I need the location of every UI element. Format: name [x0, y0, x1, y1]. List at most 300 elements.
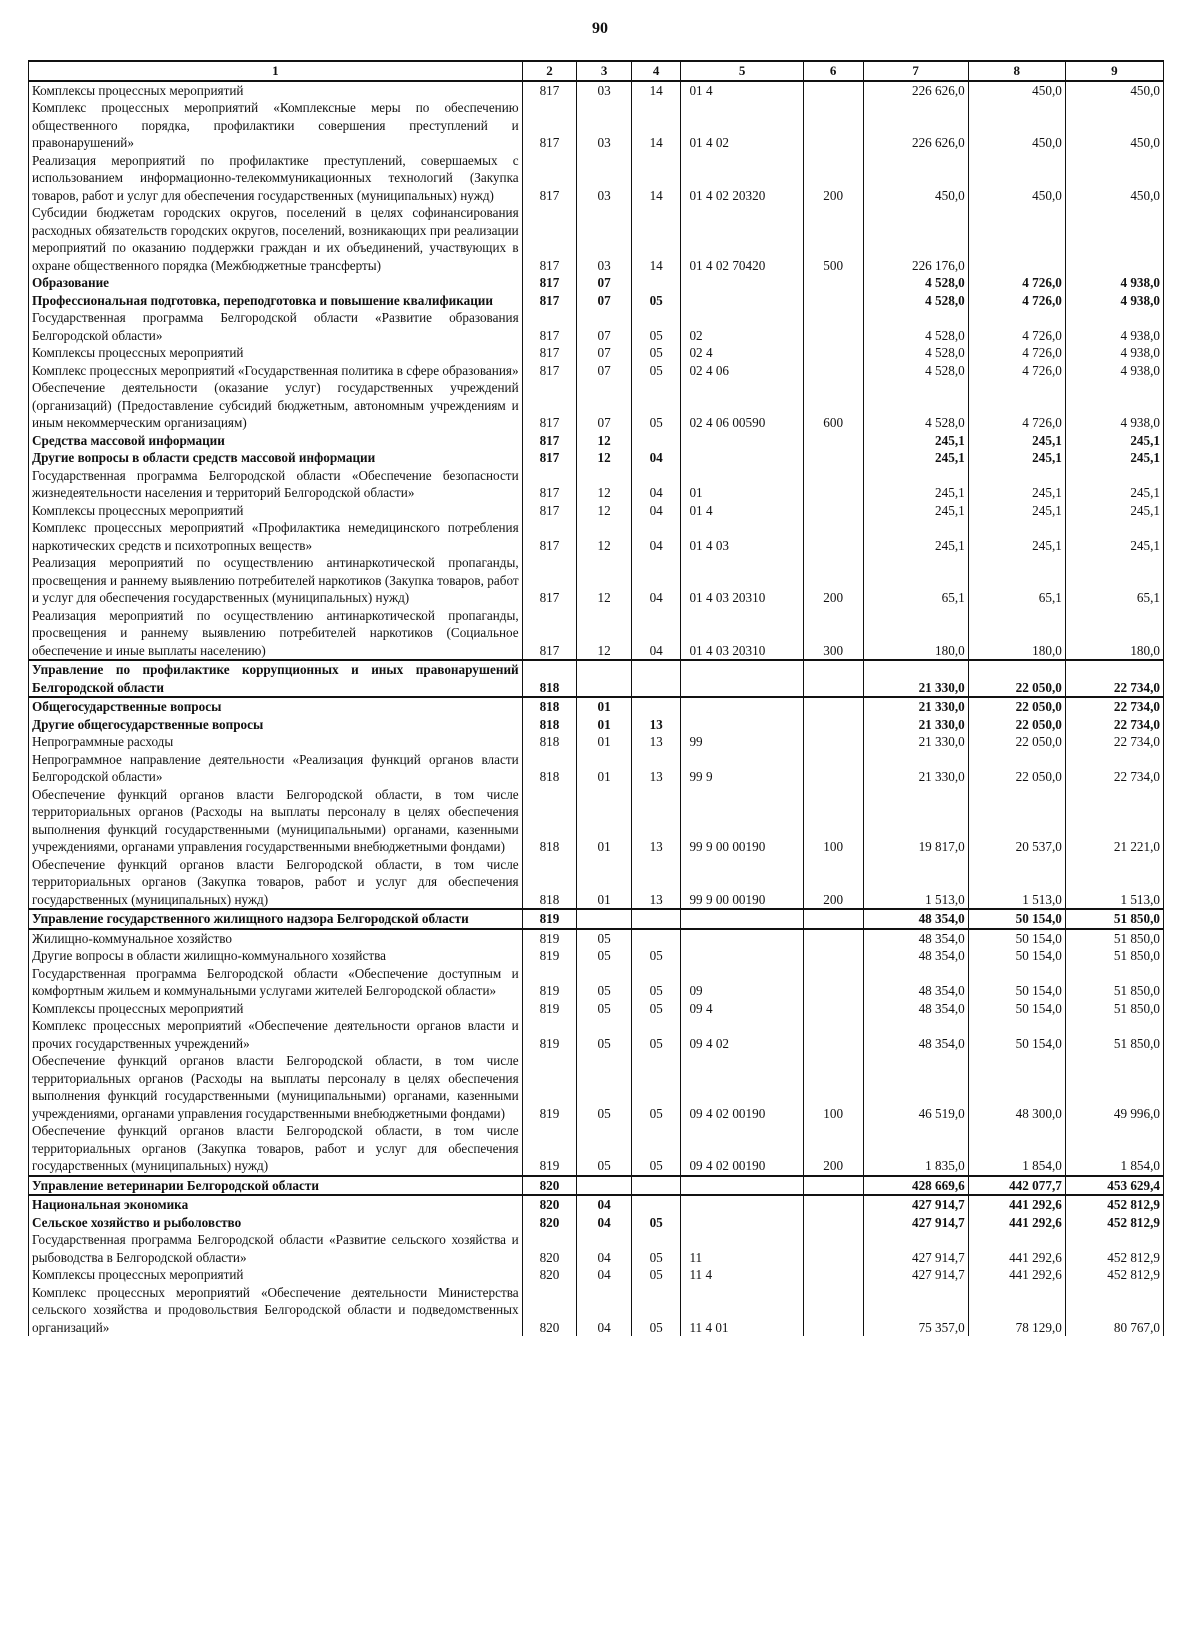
admin-code: 817 — [522, 449, 577, 467]
amount-col7: 4 528,0 — [863, 344, 968, 362]
subsection-code: 05 — [631, 309, 681, 344]
column-header: 5 — [681, 61, 803, 81]
amount-col7: 245,1 — [863, 519, 968, 554]
table-row — [29, 607, 1164, 661]
item-name: Государственная программа Белгородской области «Развитие образования Белгородской области» — [29, 309, 523, 344]
expense-type-code — [803, 751, 863, 786]
section-code: 12 — [577, 432, 632, 450]
target-article-code: 11 — [681, 1231, 803, 1266]
amount-col8: 245,1 — [968, 467, 1065, 502]
expense-type-code — [803, 1000, 863, 1018]
admin-code: 818 — [522, 716, 577, 734]
item-name: Другие общегосударственные вопросы — [29, 716, 523, 734]
item-name: Национальная экономика — [29, 1195, 523, 1214]
item-name: Обеспечение деятельности (оказание услуг) государственных учреждений (организаций) (Предоставление субсидий бюджетным, автономным учреждениям и иным некоммерческим организациям) — [29, 379, 523, 432]
item-name: Государственная программа Белгородской области «Обеспечение доступным и комфортным жильем и коммунальными услугами жителей Белгородской области» — [29, 965, 523, 1000]
target-article-code — [681, 697, 803, 716]
expense-type-code: 200 — [803, 554, 863, 607]
admin-code: 817 — [522, 81, 577, 100]
admin-code: 819 — [522, 909, 577, 929]
expense-type-code — [803, 929, 863, 948]
item-name: Другие вопросы в области жилищно-коммунального хозяйства — [29, 947, 523, 965]
column-header: 6 — [803, 61, 863, 81]
amount-col9: 51 850,0 — [1065, 1017, 1163, 1052]
amount-col9: 22 734,0 — [1065, 751, 1163, 786]
section-code: 05 — [577, 1052, 632, 1122]
amount-col7: 4 528,0 — [863, 309, 968, 344]
admin-code: 819 — [522, 1000, 577, 1018]
table-row — [29, 362, 1164, 380]
section-code: 07 — [577, 344, 632, 362]
amount-col8: 20 537,0 — [968, 786, 1065, 856]
target-article-code: 99 9 — [681, 751, 803, 786]
section-code: 03 — [577, 152, 632, 205]
amount-col8: 441 292,6 — [968, 1266, 1065, 1284]
section-code: 07 — [577, 309, 632, 344]
admin-code: 817 — [522, 309, 577, 344]
subsection-code: 13 — [631, 716, 681, 734]
subsection-code: 04 — [631, 449, 681, 467]
item-name: Профессиональная подготовка, переподготовка и повышение квалификации — [29, 292, 523, 310]
target-article-code: 01 4 — [681, 81, 803, 100]
section-code: 07 — [577, 292, 632, 310]
section-code: 07 — [577, 362, 632, 380]
expense-type-code — [803, 965, 863, 1000]
subsection-code: 04 — [631, 502, 681, 520]
item-name: Непрограммное направление деятельности «Реализация функций органов власти Белгородской области» — [29, 751, 523, 786]
admin-code: 820 — [522, 1176, 577, 1196]
amount-col9: 452 812,9 — [1065, 1214, 1163, 1232]
amount-col7: 245,1 — [863, 502, 968, 520]
amount-col7: 75 357,0 — [863, 1284, 968, 1337]
subsection-code — [631, 274, 681, 292]
target-article-code: 09 — [681, 965, 803, 1000]
admin-code: 819 — [522, 947, 577, 965]
item-name: Государственная программа Белгородской области «Развитие сельского хозяйства и рыбоводства в Белгородской области» — [29, 1231, 523, 1266]
amount-col8: 22 050,0 — [968, 716, 1065, 734]
amount-col7: 48 354,0 — [863, 947, 968, 965]
amount-col8: 65,1 — [968, 554, 1065, 607]
expense-type-code — [803, 716, 863, 734]
admin-code: 819 — [522, 929, 577, 948]
expense-type-code — [803, 1231, 863, 1266]
expense-type-code — [803, 432, 863, 450]
section-code: 05 — [577, 965, 632, 1000]
table-row — [29, 379, 1164, 432]
amount-col8: 450,0 — [968, 81, 1065, 100]
section-code: 12 — [577, 467, 632, 502]
item-name: Управление государственного жилищного надзора Белгородской области — [29, 909, 523, 929]
amount-col9: 4 938,0 — [1065, 292, 1163, 310]
item-name: Обеспечение функций органов власти Белгородской области, в том числе территориальных органов (Расходы на выплаты персоналу в целях обеспечения выполнения функций государственными (муниципальными) органами, казенными учреждениями, органами управления государственными внебюджетными фондами) — [29, 1052, 523, 1122]
amount-col8: 50 154,0 — [968, 1000, 1065, 1018]
table-row — [29, 1231, 1164, 1266]
amount-col9: 452 812,9 — [1065, 1195, 1163, 1214]
table-row — [29, 204, 1164, 274]
item-name: Комплексы процессных мероприятий — [29, 1266, 523, 1284]
amount-col9: 22 734,0 — [1065, 660, 1163, 697]
expense-type-code — [803, 660, 863, 697]
table-row — [29, 432, 1164, 450]
item-name: Сельское хозяйство и рыболовство — [29, 1214, 523, 1232]
amount-col8: 22 050,0 — [968, 751, 1065, 786]
table-row — [29, 1214, 1164, 1232]
section-code: 01 — [577, 786, 632, 856]
amount-col8: 50 154,0 — [968, 909, 1065, 929]
amount-col7: 21 330,0 — [863, 733, 968, 751]
table-row — [29, 1266, 1164, 1284]
amount-col7: 1 835,0 — [863, 1122, 968, 1176]
subsection-code: 13 — [631, 751, 681, 786]
item-name: Обеспечение функций органов власти Белгородской области, в том числе территориальных органов (Закупка товаров, работ и услуг для обеспечения государственных (муниципальных) нужд) — [29, 1122, 523, 1176]
amount-col9: 245,1 — [1065, 467, 1163, 502]
amount-col9: 453 629,4 — [1065, 1176, 1163, 1196]
amount-col7: 19 817,0 — [863, 786, 968, 856]
column-header: 7 — [863, 61, 968, 81]
amount-col8: 22 050,0 — [968, 660, 1065, 697]
target-article-code — [681, 660, 803, 697]
table-row — [29, 274, 1164, 292]
target-article-code: 01 4 02 70420 — [681, 204, 803, 274]
item-name: Комплекс процессных мероприятий «Обеспечение деятельности Министерства сельского хозяйства и продовольствия Белгородской области и подведомственных организаций» — [29, 1284, 523, 1337]
admin-code: 818 — [522, 786, 577, 856]
subsection-code: 05 — [631, 965, 681, 1000]
section-code: 12 — [577, 502, 632, 520]
amount-col8: 1 513,0 — [968, 856, 1065, 910]
target-article-code: 02 4 06 — [681, 362, 803, 380]
target-article-code — [681, 432, 803, 450]
table-row — [29, 502, 1164, 520]
amount-col7: 427 914,7 — [863, 1214, 968, 1232]
amount-col7: 4 528,0 — [863, 379, 968, 432]
budget-table — [28, 60, 1164, 1336]
amount-col7: 427 914,7 — [863, 1195, 968, 1214]
subsection-code: 04 — [631, 467, 681, 502]
amount-col9 — [1065, 204, 1163, 274]
amount-col7: 48 354,0 — [863, 965, 968, 1000]
target-article-code — [681, 929, 803, 948]
admin-code: 818 — [522, 733, 577, 751]
subsection-code: 05 — [631, 1284, 681, 1337]
amount-col8: 50 154,0 — [968, 929, 1065, 948]
amount-col8: 4 726,0 — [968, 362, 1065, 380]
target-article-code — [681, 909, 803, 929]
table-row — [29, 1284, 1164, 1337]
amount-col7: 226 626,0 — [863, 81, 968, 100]
section-code: 12 — [577, 449, 632, 467]
item-name: Комплексы процессных мероприятий — [29, 1000, 523, 1018]
subsection-code — [631, 660, 681, 697]
column-header: 8 — [968, 61, 1065, 81]
item-name: Обеспечение функций органов власти Белгородской области, в том числе территориальных органов (Расходы на выплаты персоналу в целях обеспечения выполнения функций государственными (муниципальными) органами, казенными учреждениями, органами управления государственными внебюджетными фондами) — [29, 786, 523, 856]
table-row — [29, 554, 1164, 607]
item-name: Непрограммные расходы — [29, 733, 523, 751]
amount-col7: 1 513,0 — [863, 856, 968, 910]
table-row — [29, 929, 1164, 948]
amount-col7: 4 528,0 — [863, 274, 968, 292]
amount-col9: 452 812,9 — [1065, 1231, 1163, 1266]
subsection-code: 04 — [631, 519, 681, 554]
amount-col9: 49 996,0 — [1065, 1052, 1163, 1122]
amount-col9: 180,0 — [1065, 607, 1163, 661]
amount-col9: 65,1 — [1065, 554, 1163, 607]
amount-col8: 4 726,0 — [968, 344, 1065, 362]
admin-code: 818 — [522, 751, 577, 786]
item-name: Комплексы процессных мероприятий — [29, 502, 523, 520]
amount-col8 — [968, 204, 1065, 274]
section-code: 07 — [577, 274, 632, 292]
item-name: Реализация мероприятий по профилактике преступлений, совершаемых с использованием информационно-телекоммуникационных технологий (Закупка товаров, работ и услуг для обеспечения государственных (муниципальных) нужд) — [29, 152, 523, 205]
section-code: 01 — [577, 716, 632, 734]
amount-col7: 180,0 — [863, 607, 968, 661]
amount-col7: 46 519,0 — [863, 1052, 968, 1122]
item-name: Комплексы процессных мероприятий — [29, 81, 523, 100]
table-row — [29, 292, 1164, 310]
section-code: 03 — [577, 81, 632, 100]
admin-code: 817 — [522, 432, 577, 450]
expense-type-code: 100 — [803, 786, 863, 856]
section-code: 05 — [577, 1017, 632, 1052]
table-row — [29, 1052, 1164, 1122]
table-row — [29, 467, 1164, 502]
target-article-code: 99 9 00 00190 — [681, 856, 803, 910]
item-name: Комплекс процессных мероприятий «Государственная политика в сфере образования» — [29, 362, 523, 380]
amount-col7: 427 914,7 — [863, 1266, 968, 1284]
target-article-code — [681, 716, 803, 734]
expense-type-code — [803, 947, 863, 965]
expense-type-code — [803, 502, 863, 520]
amount-col8: 180,0 — [968, 607, 1065, 661]
target-article-code: 11 4 01 — [681, 1284, 803, 1337]
subsection-code: 04 — [631, 607, 681, 661]
target-article-code: 09 4 — [681, 1000, 803, 1018]
table-row — [29, 81, 1164, 100]
target-article-code: 01 — [681, 467, 803, 502]
expense-type-code — [803, 1284, 863, 1337]
expense-type-code — [803, 99, 863, 152]
subsection-code — [631, 697, 681, 716]
subsection-code: 05 — [631, 1214, 681, 1232]
item-name: Управление ветеринарии Белгородской области — [29, 1176, 523, 1196]
admin-code: 817 — [522, 554, 577, 607]
admin-code: 819 — [522, 965, 577, 1000]
amount-col9: 4 938,0 — [1065, 362, 1163, 380]
column-header: 1 — [29, 61, 523, 81]
section-code: 07 — [577, 379, 632, 432]
subsection-code: 13 — [631, 733, 681, 751]
amount-col8: 442 077,7 — [968, 1176, 1065, 1196]
expense-type-code — [803, 1214, 863, 1232]
item-name: Обеспечение функций органов власти Белгородской области, в том числе территориальных органов (Закупка товаров, работ и услуг для обеспечения государственных (муниципальных) нужд) — [29, 856, 523, 910]
amount-col7: 48 354,0 — [863, 909, 968, 929]
section-code: 01 — [577, 751, 632, 786]
subsection-code — [631, 1195, 681, 1214]
expense-type-code — [803, 362, 863, 380]
section-code — [577, 660, 632, 697]
amount-col8: 48 300,0 — [968, 1052, 1065, 1122]
amount-col9: 450,0 — [1065, 81, 1163, 100]
budget-table-wrapper — [28, 60, 1164, 1336]
subsection-code: 14 — [631, 204, 681, 274]
section-code: 04 — [577, 1214, 632, 1232]
subsection-code: 05 — [631, 1052, 681, 1122]
amount-col7: 245,1 — [863, 467, 968, 502]
table-row — [29, 309, 1164, 344]
subsection-code: 05 — [631, 1017, 681, 1052]
section-code: 01 — [577, 697, 632, 716]
section-code: 04 — [577, 1231, 632, 1266]
item-name: Средства массовой информации — [29, 432, 523, 450]
amount-col9: 245,1 — [1065, 449, 1163, 467]
table-row — [29, 1017, 1164, 1052]
subsection-code: 13 — [631, 786, 681, 856]
admin-code: 817 — [522, 152, 577, 205]
column-header: 9 — [1065, 61, 1163, 81]
section-code: 12 — [577, 554, 632, 607]
amount-col8: 450,0 — [968, 99, 1065, 152]
amount-col7: 21 330,0 — [863, 751, 968, 786]
admin-code: 818 — [522, 856, 577, 910]
amount-col7: 4 528,0 — [863, 292, 968, 310]
subsection-code: 14 — [631, 152, 681, 205]
amount-col9: 51 850,0 — [1065, 1000, 1163, 1018]
table-row — [29, 909, 1164, 929]
table-row — [29, 660, 1164, 697]
amount-col9: 22 734,0 — [1065, 697, 1163, 716]
amount-col8: 450,0 — [968, 152, 1065, 205]
amount-col8: 441 292,6 — [968, 1195, 1065, 1214]
column-header: 2 — [522, 61, 577, 81]
table-row — [29, 449, 1164, 467]
amount-col8: 50 154,0 — [968, 947, 1065, 965]
subsection-code — [631, 929, 681, 948]
amount-col7: 21 330,0 — [863, 697, 968, 716]
table-row — [29, 1122, 1164, 1176]
expense-type-code: 200 — [803, 856, 863, 910]
target-article-code — [681, 1214, 803, 1232]
item-name: Управление по профилактике коррупционных и иных правонарушений Белгородской области — [29, 660, 523, 697]
target-article-code: 99 — [681, 733, 803, 751]
table-row — [29, 1195, 1164, 1214]
amount-col7: 427 914,7 — [863, 1231, 968, 1266]
table-row — [29, 152, 1164, 205]
subsection-code: 14 — [631, 81, 681, 100]
section-code: 01 — [577, 733, 632, 751]
target-article-code — [681, 292, 803, 310]
amount-col9: 245,1 — [1065, 519, 1163, 554]
amount-col8: 4 726,0 — [968, 379, 1065, 432]
expense-type-code — [803, 292, 863, 310]
section-code: 05 — [577, 947, 632, 965]
expense-type-code: 100 — [803, 1052, 863, 1122]
admin-code: 819 — [522, 1122, 577, 1176]
target-article-code — [681, 449, 803, 467]
target-article-code: 01 4 — [681, 502, 803, 520]
section-code: 01 — [577, 856, 632, 910]
subsection-code — [631, 1176, 681, 1196]
subsection-code: 14 — [631, 99, 681, 152]
amount-col8: 22 050,0 — [968, 697, 1065, 716]
target-article-code: 01 4 02 20320 — [681, 152, 803, 205]
amount-col9: 245,1 — [1065, 432, 1163, 450]
expense-type-code — [803, 733, 863, 751]
admin-code: 818 — [522, 660, 577, 697]
item-name: Государственная программа Белгородской области «Обеспечение безопасности жизнедеятельности населения и территорий Белгородской области» — [29, 467, 523, 502]
expense-type-code: 500 — [803, 204, 863, 274]
amount-col8: 22 050,0 — [968, 733, 1065, 751]
section-code: 04 — [577, 1284, 632, 1337]
amount-col9: 51 850,0 — [1065, 947, 1163, 965]
amount-col8: 1 854,0 — [968, 1122, 1065, 1176]
item-name: Образование — [29, 274, 523, 292]
table-body — [29, 81, 1164, 1337]
amount-col9: 4 938,0 — [1065, 379, 1163, 432]
amount-col8: 78 129,0 — [968, 1284, 1065, 1337]
section-code: 05 — [577, 929, 632, 948]
target-article-code: 01 4 03 — [681, 519, 803, 554]
target-article-code: 99 9 00 00190 — [681, 786, 803, 856]
admin-code: 817 — [522, 344, 577, 362]
item-name: Реализация мероприятий по осуществлению антинаркотической пропаганды, просвещения и раннему выявлению потребителей наркотиков (Социальное обеспечение и иные выплаты населению) — [29, 607, 523, 661]
admin-code: 820 — [522, 1195, 577, 1214]
expense-type-code — [803, 309, 863, 344]
amount-col7: 48 354,0 — [863, 929, 968, 948]
admin-code: 817 — [522, 467, 577, 502]
amount-col8: 441 292,6 — [968, 1231, 1065, 1266]
table-row — [29, 751, 1164, 786]
expense-type-code — [803, 449, 863, 467]
amount-col8: 245,1 — [968, 519, 1065, 554]
admin-code: 820 — [522, 1266, 577, 1284]
subsection-code: 13 — [631, 856, 681, 910]
section-code: 12 — [577, 519, 632, 554]
subsection-code: 05 — [631, 1231, 681, 1266]
admin-code: 819 — [522, 1017, 577, 1052]
amount-col8: 245,1 — [968, 449, 1065, 467]
amount-col7: 4 528,0 — [863, 362, 968, 380]
target-article-code: 09 4 02 — [681, 1017, 803, 1052]
subsection-code — [631, 432, 681, 450]
item-name: Субсидии бюджетам городских округов, поселений в целях софинансирования расходных обязательств городских округов, поселений, возникающих при реализации мероприятий по оказанию поддержки граждан и их объединений, участвующих в охране общественного порядка (Межбюджетные трансферты) — [29, 204, 523, 274]
amount-col7: 226 626,0 — [863, 99, 968, 152]
section-code — [577, 1176, 632, 1196]
admin-code: 817 — [522, 519, 577, 554]
target-article-code: 01 4 03 20310 — [681, 554, 803, 607]
target-article-code: 09 4 02 00190 — [681, 1122, 803, 1176]
amount-col9: 1 854,0 — [1065, 1122, 1163, 1176]
item-name: Общегосударственные вопросы — [29, 697, 523, 716]
amount-col7: 245,1 — [863, 449, 968, 467]
table-row — [29, 1176, 1164, 1196]
amount-col8: 4 726,0 — [968, 292, 1065, 310]
admin-code: 820 — [522, 1214, 577, 1232]
expense-type-code — [803, 519, 863, 554]
subsection-code — [631, 909, 681, 929]
table-row — [29, 697, 1164, 716]
table-row — [29, 856, 1164, 910]
amount-col9: 4 938,0 — [1065, 274, 1163, 292]
amount-col9: 4 938,0 — [1065, 344, 1163, 362]
amount-col9: 51 850,0 — [1065, 909, 1163, 929]
section-code: 04 — [577, 1195, 632, 1214]
admin-code: 817 — [522, 607, 577, 661]
admin-code: 820 — [522, 1284, 577, 1337]
section-code: 05 — [577, 1122, 632, 1176]
target-article-code — [681, 1195, 803, 1214]
subsection-code: 05 — [631, 947, 681, 965]
expense-type-code — [803, 1266, 863, 1284]
target-article-code: 02 — [681, 309, 803, 344]
